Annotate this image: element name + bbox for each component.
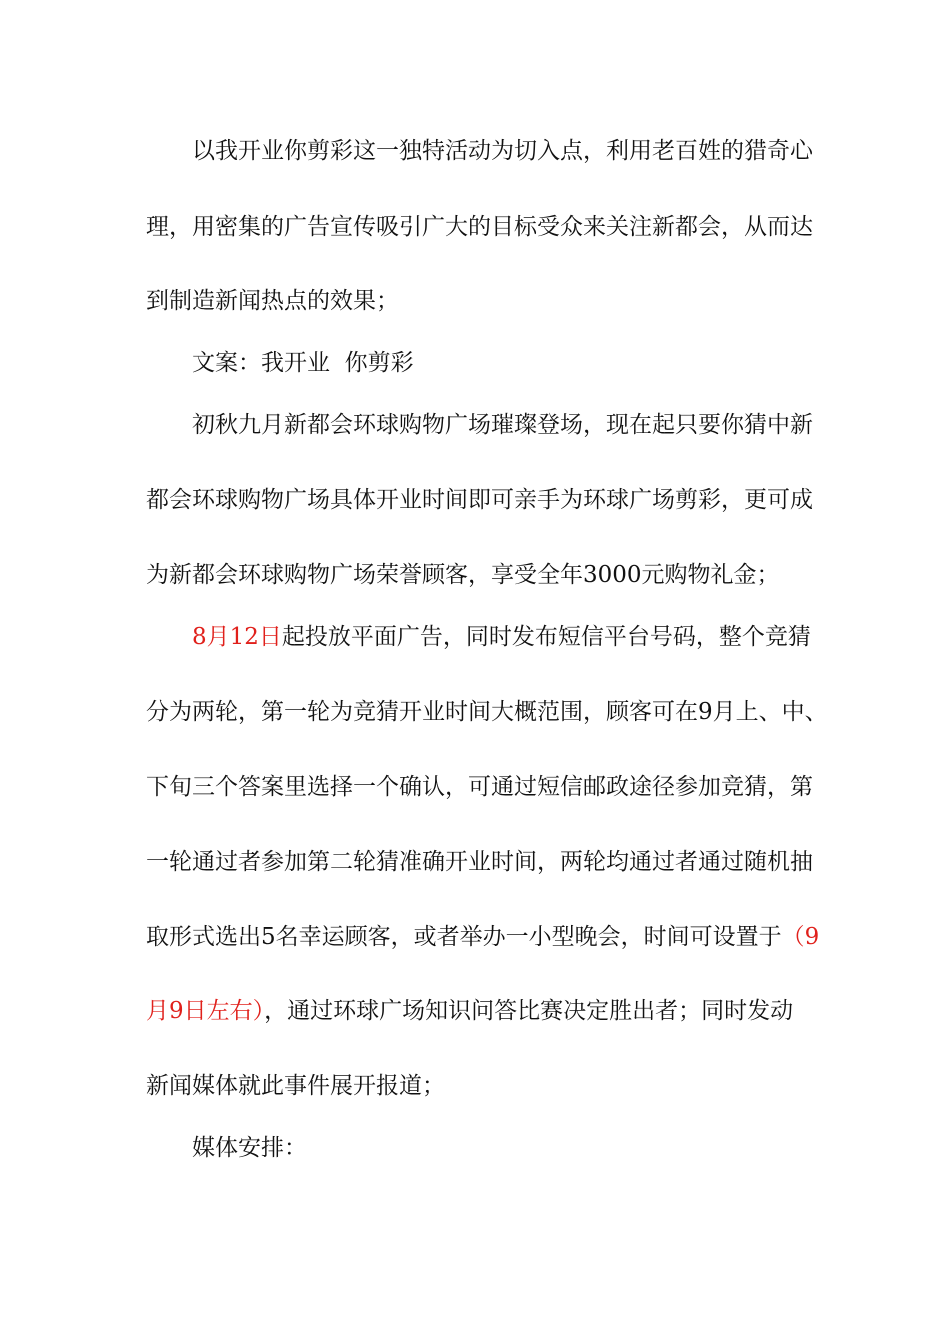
copy-heading xyxy=(192,348,414,378)
paragraph-3-line-4 xyxy=(146,847,813,877)
text-segment: 文案：我开业 你剪彩 xyxy=(192,350,414,376)
paragraph-3-line-1 xyxy=(192,622,811,652)
text-segment: 分为两轮，第一轮为竞猜开业时间大概范围，顾客可在9月上、中、 xyxy=(146,699,828,725)
media-arrangement-heading xyxy=(192,1133,307,1163)
date-highlight: 8月12日 xyxy=(192,624,282,650)
text-segment: 都会环球购物广场具体开业时间即可亲手为环球广场剪彩，更可成 xyxy=(146,487,813,513)
text-segment: 到制造新闻热点的效果； xyxy=(146,288,399,314)
paragraph-2-line-2 xyxy=(146,485,813,515)
text-segment: 媒体安排： xyxy=(192,1135,307,1161)
text-segment: 以我开业你剪彩这一独特活动为切入点，利用老百姓的猎奇心 xyxy=(192,138,813,164)
text-segment: 理，用密集的广告宣传吸引广大的目标受众来关注新都会，从而达 xyxy=(146,214,813,240)
text-segment: 初秋九月新都会环球购物广场璀璨登场，现在起只要你猜中新 xyxy=(192,412,813,438)
text-segment: ，通过环球广场知识问答比赛决定胜出者；同时发动 xyxy=(264,998,794,1024)
text-segment: 新闻媒体就此事件展开报道； xyxy=(146,1073,445,1099)
date-highlight: （9 xyxy=(781,924,820,950)
paragraph-2-line-3 xyxy=(146,560,780,590)
paragraph-3-line-7 xyxy=(146,1071,445,1101)
text-segment: 取形式选出5名幸运顾客，或者举办一小型晚会，时间可设置于 xyxy=(146,924,782,950)
paragraph-3-line-5 xyxy=(146,922,819,952)
paragraph-3-line-6 xyxy=(146,996,793,1026)
text-segment: 为新都会环球购物广场荣誉顾客，享受全年3000元购物礼金； xyxy=(146,562,780,588)
text-segment: 下旬三个答案里选择一个确认，可通过短信邮政途径参加竞猜，第 xyxy=(146,774,813,800)
paragraph-3-line-3 xyxy=(146,772,813,802)
paragraph-2-line-1 xyxy=(192,410,813,440)
paragraph-3-line-2 xyxy=(146,697,828,727)
date-highlight: 月9日左右） xyxy=(146,998,265,1024)
paragraph-1-line-3 xyxy=(146,286,399,316)
text-segment: 一轮通过者参加第二轮猜准确开业时间，两轮均通过者通过随机抽 xyxy=(146,849,813,875)
paragraph-1-line-2 xyxy=(146,212,813,242)
text-segment: 起投放平面广告，同时发布短信平台号码，整个竞猜 xyxy=(281,624,811,650)
paragraph-1-line-1 xyxy=(192,136,813,166)
